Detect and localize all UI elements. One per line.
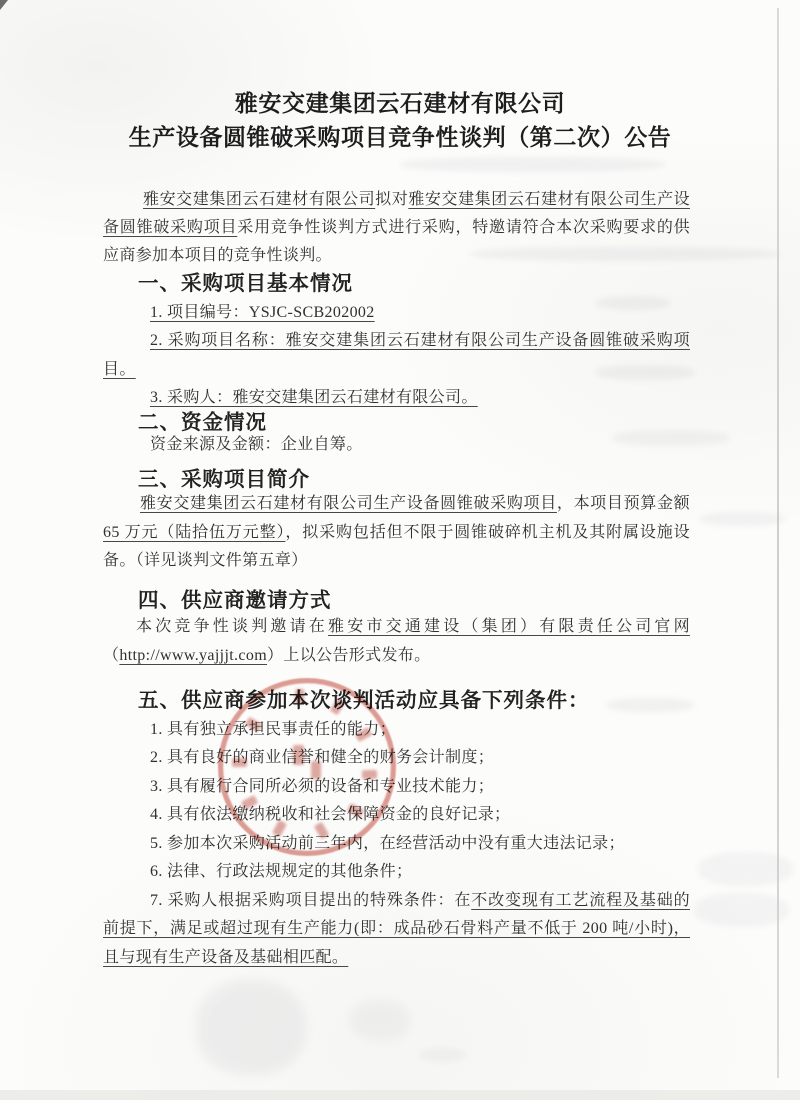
invitation-method-paragraph: 本次竞争性谈判邀请在雅安市交通建设（集团）有限责任公司官网（http://www.yajjjt.com）上以公告形式发布。 bbox=[103, 618, 690, 664]
intro-paragraph bbox=[103, 186, 690, 270]
bleedthrough-smudge bbox=[694, 893, 789, 927]
section-3-heading: 三、采购项目简介 bbox=[138, 468, 310, 491]
document-title bbox=[0, 0, 800, 155]
page-edge-shadow bbox=[777, 8, 779, 1078]
section-4-heading: 四、供应商邀请方式 bbox=[138, 589, 332, 612]
condition-item-6: 6. 法律、行政法规规定的其他条件； bbox=[150, 863, 413, 880]
scan-bottom-shadow bbox=[0, 1090, 800, 1100]
intro-project-name: 雅安交建集团云石建材有限公司生产设备圆锥破采购项目 bbox=[103, 191, 690, 236]
brief-project-name: 雅安交建集团云石建材有限公司生产设备圆锥破采购项目 bbox=[140, 495, 557, 512]
condition-item-2: 2. 具有良好的商业信誉和健全的财务会计制度； bbox=[150, 749, 495, 766]
condition-item-1: 1. 具有独立承担民事责任的能力； bbox=[150, 720, 396, 738]
special-condition-text: 不改变现有工艺流程及基础的前提下，满足或超过现有生产能力(即：成品砂石骨料产量不低于 200 吨/小时)，且与现有生产设备及基础相匹配。 bbox=[103, 891, 690, 966]
section-2-heading: 二、资金情况 bbox=[138, 411, 267, 434]
document-body bbox=[103, 186, 690, 972]
section-1-heading: 一、采购项目基本情况 bbox=[138, 273, 353, 295]
purchaser-line: 3. 采购人：雅安交建集团云石建材有限公司。 bbox=[150, 389, 478, 406]
intro-text: 拟对 bbox=[375, 191, 409, 208]
pencil-smudge bbox=[350, 1000, 410, 1040]
project-name-line: 2. 采购项目名称：雅安交建集团云石建材有限公司生产设备圆锥破采购项目。 bbox=[103, 332, 690, 378]
website-url: http://www.yajjjt.com bbox=[119, 646, 267, 664]
condition-item-4: 4. 具有依法缴纳税收和社会保障资金的良好记录； bbox=[150, 806, 511, 823]
project-number-line: 1. 项目编号：YSJC-SCB202002 bbox=[150, 303, 375, 321]
budget-amount: 65 万元（陆拾伍万元整） bbox=[103, 523, 286, 541]
publisher-website-name: 雅安市交通建设（集团）有限责任公司官网 bbox=[328, 618, 690, 635]
section-5-heading: 五、供应商参加本次谈判活动应具备下列条件： bbox=[138, 690, 590, 712]
funding-source-line: 资金来源及金额：企业自筹。 bbox=[150, 436, 363, 453]
intro-text-tail: 采用竞争性谈判方式进行采购，特邀请符合本次采购要求的供应商参加本项目的竞争性谈判。 bbox=[103, 219, 690, 264]
doc-title-line-1: 雅安交建集团云石建材有限公司 bbox=[234, 91, 566, 116]
pencil-smudge bbox=[196, 980, 306, 1075]
project-brief-paragraph: 雅安交建集团云石建材有限公司生产设备圆锥破采购项目，本项目预算金额65 万元（陆拾伍万元整），拟采购包括但不限于圆锥破碎机主机及其附属设施设备。（详见谈判文件第五章） bbox=[103, 495, 690, 569]
bleedthrough-smudge bbox=[400, 157, 665, 172]
bleedthrough-smudge bbox=[700, 512, 785, 526]
condition-item-3: 3. 具有履行合同所必须的设备和专业技术能力； bbox=[150, 777, 495, 795]
bleedthrough-smudge bbox=[698, 852, 793, 886]
pencil-smudge bbox=[420, 1048, 466, 1062]
condition-item-7: 7. 采购人根据采购项目提出的特殊条件：在不改变现有工艺流程及基础的前提下，满足或超过现有生产能力(即：成品砂石骨料产量不低于 200 吨/小时)，且与现有生产设备及基础相匹配。 bbox=[103, 891, 690, 966]
intro-purchaser-name: 雅安交建集团云石建材有限公司 bbox=[143, 191, 376, 208]
condition-item-5: 5. 参加本次采购活动前三年内，在经营活动中没有重大违法记录； bbox=[150, 834, 625, 852]
doc-title-line-2: 生产设备圆锥破采购项目竞争性谈判（第二次）公告 bbox=[128, 125, 672, 150]
